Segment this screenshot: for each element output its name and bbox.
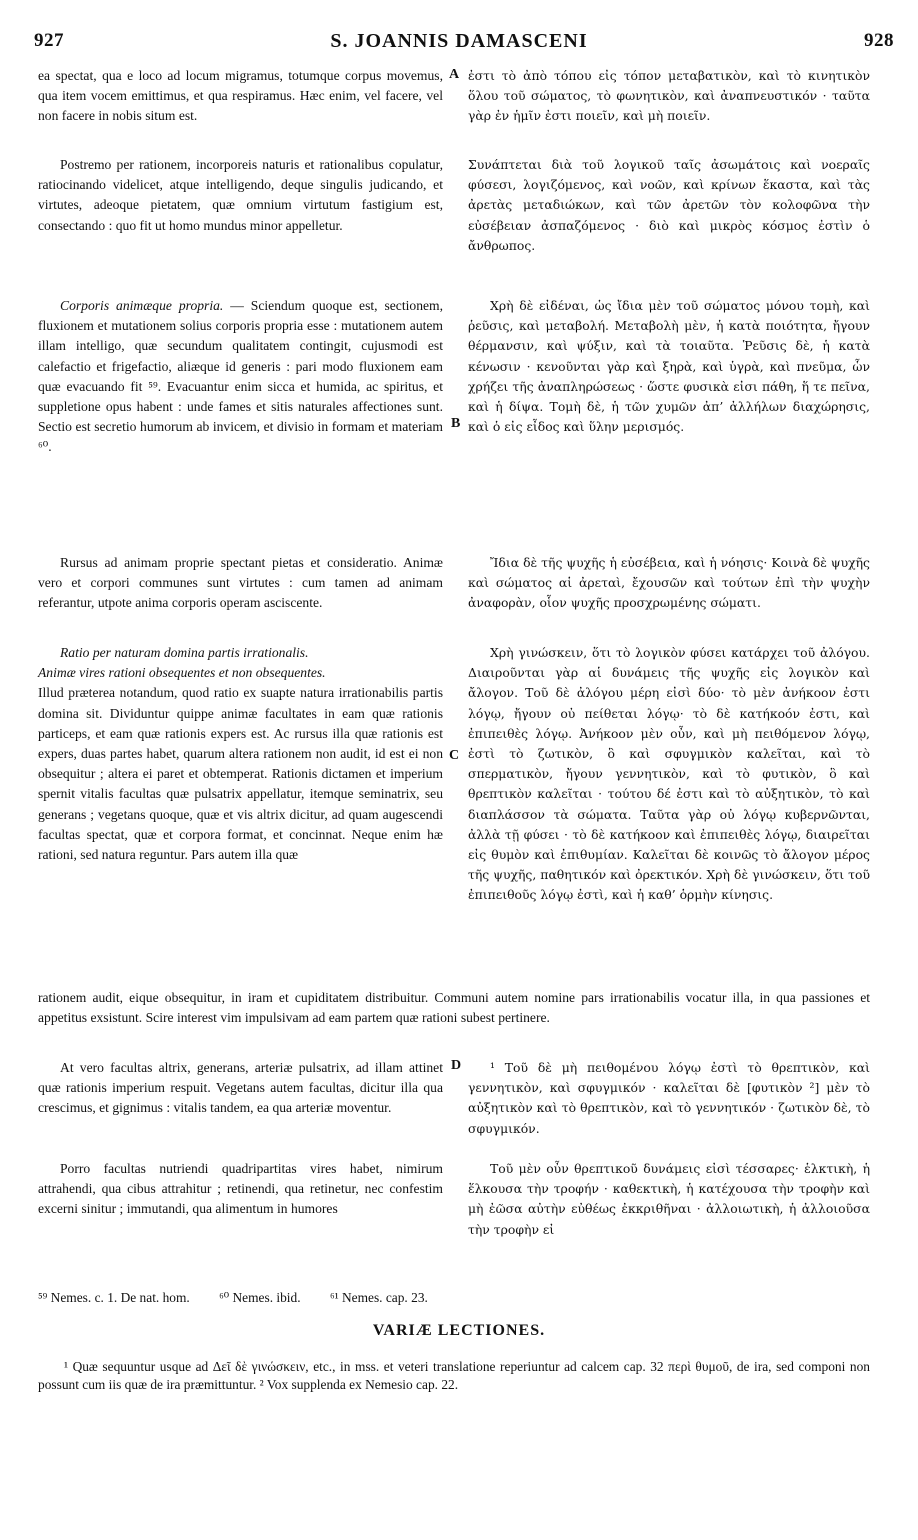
variae-lectiones-title: VARIÆ LECTIONES.	[372, 1322, 546, 1339]
footnote-60: ⁶⁰ Nemes. ibid.	[219, 1290, 301, 1305]
latin-heading-corporis: Corporis animæque propria.	[60, 298, 224, 313]
latin-paragraph-7	[38, 1159, 443, 1220]
page-number-left: 927	[34, 30, 64, 51]
latin-text-2: Postremo per rationem, incorporeis naturis et rationalibus copulatur, ratiocinando videlicet, atque intelligendo, deque singulis judicando, et virtutes, adeoque pietatem, quæ omnium virtutum fastigium est, consectando : quo fit ut homo mundus minor appelletur.	[38, 157, 443, 233]
latin-paragraph-3	[38, 296, 443, 458]
greek-paragraph-2	[468, 155, 870, 256]
page-number-right: 928	[864, 30, 894, 51]
greek-text-2: Συνάπτεται διὰ τοῦ λογικοῦ ταῖς ἀσωμάτοις καὶ νοεραῖς φύσεσι, λογιζόμενος, καὶ νοῶν, καὶ κρίνων ἕκαστα, καὶ τὰς ἀρετὰς μεταδιώκων, καὶ τῶν ἀρετῶν τὸν κολοφῶνα τὴν εὐσέβειαν ἀσπαζόμενος · διὸ καὶ μικρὸς κόσμος ἐστὶν ὁ ἄνθρωπος.	[468, 157, 870, 253]
greek-text-4: Ἴδια δὲ τῆς ψυχῆς ἡ εὐσέβεια, καὶ ἡ νόησις· Κοινὰ δὲ ψυχῆς καὶ σώματος αἱ ἀρεταὶ, ἔχουσῶν καὶ τούτων ἐπὶ τὴν ψυχὴν ἀναφορὰν, οἷον ψυχῆς προσχρωμένης σώματι.	[468, 555, 870, 611]
section-marker-c: C	[449, 748, 460, 763]
latin-full-width-paragraph	[38, 988, 870, 1028]
greek-paragraph-1	[468, 66, 870, 127]
footnote-61: ⁶¹ Nemes. cap. 23.	[329, 1290, 428, 1305]
greek-text-5: Χρὴ γινώσκειν, ὅτι τὸ λογικὸν φύσει κατάρχει τοῦ ἀλόγου. Διαιροῦνται γὰρ αἱ δυνάμεις τῆς ψυχῆς εἰς λογικὸν καὶ ἄλογον. Τοῦ δὲ ἀλόγου μέρη εἰσὶ δύο· τὸ μὲν ἀνήκοον ἐστι λόγῳ, ἤγουν οὐ πείθεται λόγῳ· τὸ δὲ κατήκοόν ἐστι, καὶ ἐπιπειθὲς λόγῳ. Ἀνήκοον μὲν οὖν, καὶ μὴ πειθόμενον λόγῳ, ἐστὶ τὸ ζωτικὸν, ὃ καὶ σφυγμικὸν καλεῖται, καὶ τὸ σπερματικὸν, ἤγουν γεννητικὸν, καὶ τὸ φυτικὸν, ὃ καὶ θρεπτικὸν καλεῖται · τούτου δέ ἐστι καὶ τὸ αὐξητικὸν, τὸ καὶ διαπλάσσον τὰ σώματα. Ταῦτα γὰρ οὐ λόγῳ κυβερνῶνται, ἀλλὰ τῇ φύσει · τὸ δὲ κατήκοον καὶ ἐπιπειθὲς λόγῳ, διαιρεῖται εἰς θυμὸν καὶ ἐπιθυμίαν. Καλεῖται δὲ κοινῶς τὸ ἄλογον μέρος τῆς ψυχῆς, παθητικόν καὶ ὀρεκτικόν. Χρὴ δὲ γινώσκειν, ὅτι τοῦ ἐπιπειθοῦς λόγῳ ἐστὶ, καὶ ἡ καθ’ ὁρμὴν κίνησις.	[468, 645, 870, 903]
latin-text-3: — Sciendum quoque est, sectionem, fluxionem et mutationem solius corporis propria esse : mutationem autem illam intelligo, quæ secundum qualitatem contingit, cujusmodi est calefactio et frigefactio, aliæque id generis : pari modo fluxionem eam quæ evacuando fit ⁵⁹. Evacuantur enim sicca et humida, ac spiritus, et suppletione opus habent : unde fames et sitis naturales affectiones sunt. Sectio est secretio humorum ab invicem, et divisio in formam et materiam ⁶⁰.	[38, 298, 443, 455]
greek-paragraph-6	[468, 1058, 870, 1139]
latin-text-1: ea spectat, qua e loco ad locum migramus, totumque corpus movemus, qua item vocem emittimus, et qua respiramus. Hæc enim, vel facere, vel non facere in nobis situm est.	[38, 68, 443, 124]
latin-paragraph-5	[38, 643, 443, 865]
latin-text-6: At vero facultas altrix, generans, arteriæ pulsatrix, ad illam attinet quæ rationis imperium respuit. Vegetans autem facultas, dicitur illa qua crescimus, et gignimus : vitalis tandem, ea qua arteriæ moventur.	[38, 1060, 443, 1116]
footnote-59: ⁵⁹ Nemes. c. 1. De nat. hom.	[38, 1290, 190, 1305]
section-marker-b: B	[451, 416, 461, 431]
greek-paragraph-5	[468, 643, 870, 906]
latin-text-full: rationem audit, eique obsequitur, in iram et cupiditatem distribuitur. Communi autem nomine pars irrationabilis vocatur illa, in qua passiones et appetitus exsistunt. Scire interest vim impulsivam ad eam partem quæ rationi subest pertinere.	[38, 990, 870, 1026]
running-title: S. JOANNIS DAMASCENI	[330, 30, 588, 52]
variae-lectiones	[38, 1358, 870, 1394]
greek-paragraph-7	[468, 1159, 870, 1240]
greek-text-7: Τοῦ μὲν οὖν θρεπτικοῦ δυνάμεις εἰσὶ τέσσαρες· ἑλκτικὴ, ἡ ἕλκουσα τὴν τροφήν · καθεκτικὴ, ἡ κατέχουσα τὴν τροφὴν καὶ μὴ ἐῶσα αὐτὴν εὐθέως ἐκκριθῆναι · ἀλλοιωτικὴ, ἡ ἀλλοιοῦσα τὴν τροφὴν εἰ	[468, 1161, 870, 1237]
greek-text-1: ἐστι τὸ ἀπὸ τόπου εἰς τόπον μεταβατικὸν, καὶ τὸ κινητικὸν ὅλου τοῦ σώματος, τὸ φωνητικὸν, καὶ ἀναπνευστικόν · ταῦτα γὰρ ἐν ἡμῖν ἐστι ποιεῖν, καὶ μὴ ποιεῖν.	[468, 68, 870, 124]
footnotes	[38, 1289, 870, 1307]
latin-paragraph-4	[38, 553, 443, 614]
section-marker-a: A	[449, 67, 460, 82]
latin-text-7: Porro facultas nutriendi quadripartitas vires habet, nimirum attrahendi, qua cibus attrahitur ; retinendi, qua retinetur, nec confestim excerni sinitur ; immutandi, qua alimentum in humores	[38, 1161, 443, 1217]
latin-heading-ratio: Ratio per naturam domina partis irrationalis.	[60, 645, 309, 660]
greek-paragraph-4	[468, 553, 870, 614]
section-marker-d: D	[451, 1058, 462, 1073]
greek-paragraph-3	[468, 296, 870, 437]
latin-paragraph-6	[38, 1058, 443, 1119]
greek-text-6: ¹ Τοῦ δὲ μὴ πειθομένου λόγῳ ἐστὶ τὸ θρεπτικὸν, καὶ γεννητικὸν, καὶ σφυγμικόν · καλεῖται δὲ [φυτικὸν ²] μὲν τὸ αὐξητικὸν καὶ τὸ θρεπτικὸν, καὶ τὸ γεννητικόν · ζωτικὸν δὲ, τὸ σφυγμικόν.	[468, 1060, 870, 1136]
latin-paragraph-2	[38, 155, 443, 236]
greek-text-3: Χρὴ δὲ εἰδέναι, ὡς ἴδια μὲν τοῦ σώματος μόνου τομὴ, καὶ ῥεῦσις, καὶ μεταβολή. Μεταβολὴ μὲν, ἡ κατὰ ποιότητα, ἤγουν θέρμανσιν, καὶ ψύξιν, καὶ τὰ τοιαῦτα. Ῥεῦσις δὲ, ἡ κατὰ κένωσιν · κενοῦνται γὰρ καὶ ξηρὰ, καὶ ὑγρὰ, καὶ πνεῦμα, ὧν χρήζει τῆς ἀναπληρώσεως · ὥστε φυσικὰ εἰσι πάθη, ἥ τε πεῖνα, καὶ ἡ δίψα. Τομὴ δὲ, ἡ τῶν χυμῶν ἀπ’ ἀλλήλων διαχώρησις, καὶ ὁ εἰς εἶδος καὶ ὕλην μερισμός.	[468, 298, 870, 435]
latin-text-4: Rursus ad animam proprie spectant pietas et consideratio. Animæ vero et corpori communes sunt virtutes : cum tamen ad animam referantur, utpote anima corporis operam asciscente.	[38, 555, 443, 611]
latin-heading-vires: Animæ vires rationi obsequentes et non obsequentes.	[38, 665, 326, 681]
variae-lectiones-text: ¹ Quæ sequuntur usque ad Δεῖ δὲ γινώσκειν, etc., in mss. et veteri translatione reperiuntur ad calcem cap. 32 περὶ θυμοῦ, de ira, sed componi non possunt cum iis quæ de ira præmittuntur. ² Vox supplenda ex Nemesio cap. 22.	[38, 1359, 870, 1392]
latin-paragraph-1	[38, 66, 443, 127]
latin-text-5: Illud præterea notandum, quod ratio ex suapte natura irrationabilis partis domina sit. Dividuntur quippe animæ facultates in eam quæ rationis particeps, et eam quæ rationis expers est. Ac rursus illa quæ rationis est expers, duas partes habet, quarum altera rationem non audit, id est ei non obsequitur ; altera ei paret et obtemperat. Rationis dictamen et imperium spernit vitalis facultas quæ pulsatrix appellatur, itemque seminatrix, seu generans ; vegetans quoque, quæ et vis altrix dicitur, ad quam augescendi facultas spectat, quæ et corpora format, et concinnat. Neque enim hæ rationi, sed natura reguntur. Pars autem illa quæ	[38, 685, 443, 863]
